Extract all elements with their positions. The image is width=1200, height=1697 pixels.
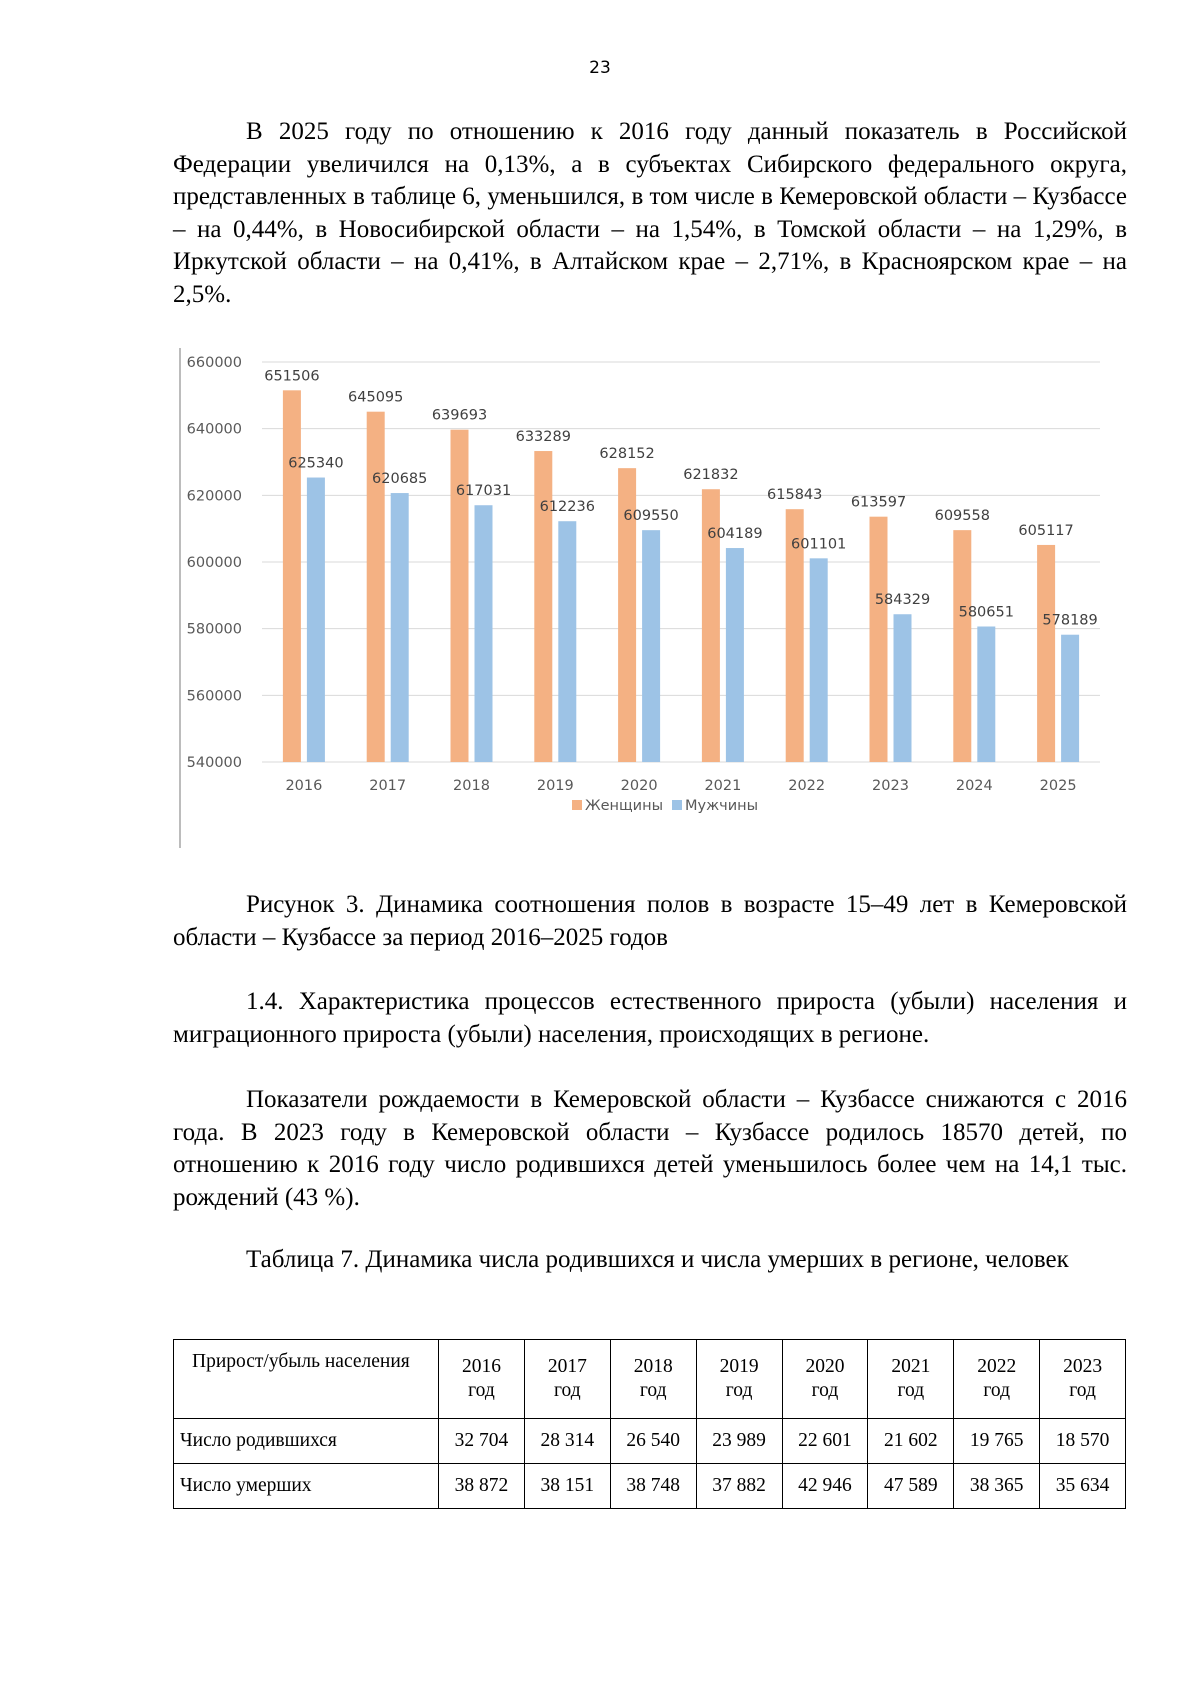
data-label-men: 580651: [958, 604, 1014, 621]
data-label-women: 628152: [599, 446, 655, 463]
bar-men: [307, 478, 325, 762]
table-caption: Таблица 7. Динамика числа родившихся и числа умерших в регионе, человек: [246, 1246, 1069, 1273]
bar-men: [1061, 635, 1079, 762]
data-label-women: 615843: [767, 487, 823, 504]
data-label-men: 584329: [874, 592, 931, 609]
legend-label-men: Мужчины: [685, 798, 759, 814]
table-cell: 23 989: [696, 1419, 782, 1464]
x-tick-label: 2022: [788, 778, 826, 794]
header-year: 2019 год: [696, 1340, 782, 1419]
table-cell: 19 765: [954, 1419, 1040, 1464]
y-tick-label: 600000: [186, 555, 242, 571]
data-label-men: 601101: [791, 536, 847, 553]
x-tick-label: 2018: [453, 778, 490, 794]
bar-men: [475, 505, 493, 762]
table-cell: 42 946: [782, 1464, 868, 1509]
table-row-deaths: [174, 1464, 1126, 1509]
data-label-women: 613597: [850, 494, 907, 511]
table-cell: 47 589: [868, 1464, 954, 1509]
table-cell: 18 570: [1040, 1419, 1126, 1464]
x-tick-label: 2025: [1039, 778, 1077, 794]
chart-container: [170, 338, 1120, 858]
row-label: Число родившихся: [174, 1419, 439, 1464]
y-tick-label: 580000: [186, 621, 242, 638]
data-label-women: 645095: [348, 389, 404, 406]
legend-swatch-women: [572, 800, 582, 810]
data-label-men: 578189: [1042, 612, 1098, 629]
table-cell: 38 872: [439, 1464, 525, 1509]
y-tick-label: 560000: [186, 688, 242, 705]
header-year: 2021 год: [868, 1340, 954, 1419]
table-cell: 35 634: [1040, 1464, 1126, 1509]
x-tick-label: 2024: [955, 778, 993, 794]
x-tick-label: 2016: [285, 778, 323, 794]
table-cell: 26 540: [610, 1419, 696, 1464]
data-label-women: 639693: [431, 407, 488, 424]
bar-women: [870, 517, 888, 762]
bar-women: [451, 430, 469, 762]
y-tick-label: 620000: [186, 488, 242, 505]
header-indicator: Прирост/убыль населения: [174, 1340, 439, 1419]
data-label-men: 609550: [623, 508, 679, 525]
bar-women: [283, 390, 301, 762]
bar-men: [726, 548, 744, 762]
data-label-men: 620685: [372, 471, 428, 488]
section-paragraph: 1.4. Характеристика процессов естественного прироста (убыли) населения и миграционного прироста (убыли) населения, происходящих в регионе.: [173, 988, 1127, 1048]
x-tick-label: 2023: [872, 778, 909, 794]
bar-men: [642, 530, 660, 762]
table-cell: 38 365: [954, 1464, 1040, 1509]
bar-women: [367, 412, 385, 762]
bar-men: [810, 558, 828, 762]
table-cell: 32 704: [439, 1419, 525, 1464]
y-tick-label: 540000: [186, 755, 242, 771]
header-year: 2018 год: [610, 1340, 696, 1419]
x-tick-label: 2017: [369, 778, 407, 794]
table-cell: 37 882: [696, 1464, 782, 1509]
bar-men: [558, 521, 576, 762]
table-header-row: [174, 1340, 1126, 1419]
header-year: 2023 год: [1040, 1340, 1126, 1419]
data-label-men: 617031: [455, 483, 512, 500]
bar-men: [391, 493, 409, 762]
table-cell: 28 314: [524, 1419, 610, 1464]
x-tick-label: 2021: [704, 778, 742, 794]
x-tick-label: 2020: [620, 778, 658, 794]
table-cell: 22 601: [782, 1419, 868, 1464]
births-paragraph: Показатели рождаемости в Кемеровской области – Кузбассе снижаются с 2016 года. В 2023 году в Кемеровской области – Кузбассе родилось 18570 детей, по отношению к 2016 году число родившихся детей уменьшилось более чем на 14,1 тыс. рождений (43 %).: [173, 1086, 1127, 1211]
legend-label-women: Женщины: [585, 798, 664, 814]
page-number: 23: [589, 58, 611, 78]
bar-men: [977, 626, 995, 762]
births-deaths-table: [173, 1339, 1126, 1509]
table-cell: 38 748: [610, 1464, 696, 1509]
paragraph-intro: В 2025 году по отношению к 2016 году данный показатель в Российской Федерации увеличился на 0,13%, а в субъектах Сибирского федерального округа, представленных в таблице 6, уменьшился, в том числе в Кемеровской области – Кузбассе – на 0,44%, в Новосибирской области – на 1,54%, в Томской области – на 1,29%, в Иркутской области – на 0,41%, в Алтайском крае – 2,71%, в Красноярском крае – на 2,5%.: [173, 118, 1127, 308]
row-label: Число умерших: [174, 1464, 439, 1509]
header-year: 2016 год: [439, 1340, 525, 1419]
data-label-men: 604189: [707, 526, 763, 543]
bar-men: [894, 614, 912, 762]
data-label-women: 651506: [264, 368, 320, 385]
data-label-women: 605117: [1018, 522, 1074, 539]
header-year: 2017 год: [524, 1340, 610, 1419]
data-label-men: 612236: [539, 499, 595, 516]
table-cell: 21 602: [868, 1419, 954, 1464]
legend-swatch-men: [672, 800, 682, 810]
table-row-births: [174, 1419, 1126, 1464]
bar-women: [534, 451, 552, 762]
x-tick-label: 2019: [536, 778, 574, 794]
data-label-women: 633289: [515, 429, 571, 446]
header-year: 2022 год: [954, 1340, 1040, 1419]
y-tick-label: 640000: [186, 421, 242, 438]
data-label-men: 625340: [288, 455, 344, 472]
data-label-women: 621832: [683, 467, 739, 484]
data-label-women: 609558: [934, 508, 990, 525]
table-cell: 38 151: [524, 1464, 610, 1509]
y-tick-label: 660000: [186, 355, 242, 371]
bar-women: [953, 530, 971, 762]
bar-chart: [170, 338, 1120, 858]
figure-caption: Рисунок 3. Динамика соотношения полов в возрасте 15–49 лет в Кемеровской области – Кузбассе за период 2016–2025 годов: [173, 891, 1127, 951]
header-year: 2020 год: [782, 1340, 868, 1419]
bar-women: [1037, 545, 1055, 762]
